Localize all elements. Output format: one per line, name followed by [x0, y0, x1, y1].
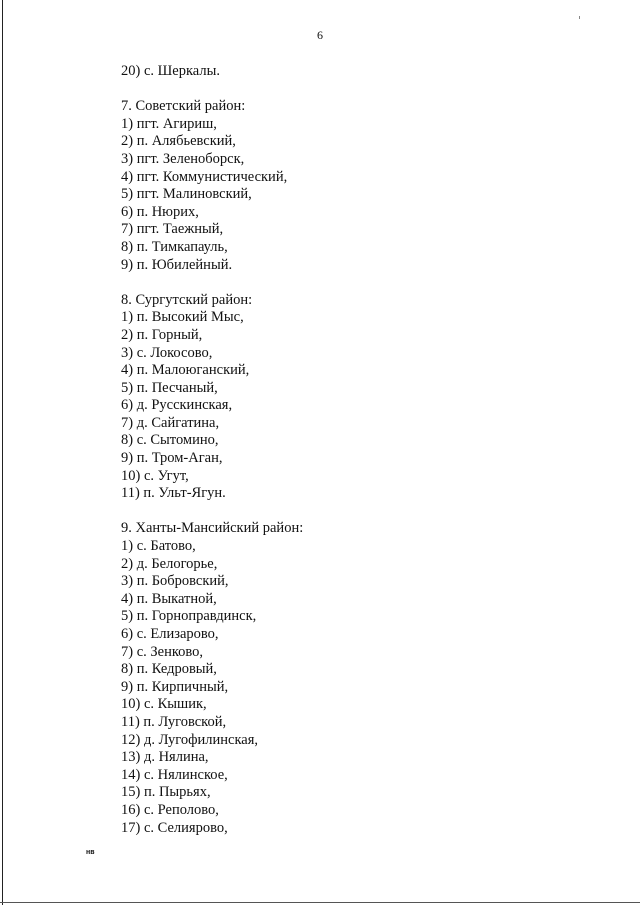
list-item: 6) п. Нюрих, — [121, 203, 199, 220]
scan-speck — [579, 16, 580, 19]
list-item: 11) п. Луговской, — [121, 713, 227, 730]
list-item: 7) пгт. Таежный, — [121, 221, 224, 238]
list-item: 3) с. Локосово, — [121, 344, 213, 361]
section-heading: 9. Ханты-Мансийский район: — [121, 520, 304, 537]
list-item: 17) с. Селиярово, — [121, 819, 228, 836]
list-item: 4) пгт. Коммунистический, — [121, 168, 288, 185]
section-heading: 7. Советский район: — [121, 98, 246, 115]
list-item: 3) пгт. Зеленоборск, — [121, 150, 245, 167]
list-item: 9) п. Тром-Аган, — [121, 450, 223, 467]
list-item: 12) д. Лугофилинская, — [121, 731, 259, 748]
document-body — [121, 63, 561, 837]
list-item: 4) п. Выкатной, — [121, 590, 217, 607]
list-item: 5) п. Горноправдинск, — [121, 608, 257, 625]
scan-edge-bottom — [0, 902, 640, 903]
list-item: 4) п. Малоюганский, — [121, 362, 250, 379]
section-heading: 8. Сургутский район: — [121, 291, 253, 308]
list-item: 1) пгт. Агириш, — [121, 115, 217, 132]
list-item: 6) д. Русскинская, — [121, 397, 233, 414]
list-item: 1) п. Высокий Мыс, — [121, 309, 244, 326]
list-item: 20) с. Шеркалы. — [121, 63, 220, 79]
list-item: 13) д. Нялина, — [121, 749, 209, 766]
list-item: 3) п. Бобровский, — [121, 573, 229, 590]
list-item: 8) п. Кедровый, — [121, 661, 217, 678]
paragraph-gap — [121, 503, 561, 521]
list-item: 5) пгт. Малиновский, — [121, 186, 252, 203]
paragraph-gap — [121, 274, 561, 292]
list-item: 15) п. Пырьях, — [121, 784, 211, 801]
list-item: 9) п. Юбилейный. — [121, 256, 233, 273]
page-number: 6 — [317, 28, 323, 42]
paragraph-gap — [121, 81, 561, 99]
list-item: 14) с. Нялинское, — [121, 766, 228, 783]
list-item: 10) с. Угут, — [121, 467, 189, 484]
list-item: 1) с. Батово, — [121, 538, 196, 555]
list-item: 6) с. Елизарово, — [121, 626, 219, 642]
footer-code: нв — [86, 849, 95, 856]
list-item: 7) с. Зенково, — [121, 643, 204, 660]
list-item: 7) д. Сайгатина, — [121, 414, 220, 431]
list-item: 2) п. Горный, — [121, 326, 203, 343]
list-item: 2) д. Белогорье, — [121, 555, 218, 572]
scan-edge-left — [2, 0, 3, 905]
list-item: 16) с. Реполово, — [121, 801, 219, 818]
list-item: 2) п. Алябьевский, — [121, 133, 236, 150]
list-item: 5) п. Песчаный, — [121, 379, 218, 396]
list-item: 11) п. Ульт-Ягун. — [121, 485, 226, 502]
list-item: 8) п. Тимкапауль, — [121, 238, 228, 255]
list-item: 10) с. Кышик, — [121, 696, 207, 713]
list-item: 9) п. Кирпичный, — [121, 678, 229, 695]
list-item: 8) с. Сытомино, — [121, 432, 219, 449]
